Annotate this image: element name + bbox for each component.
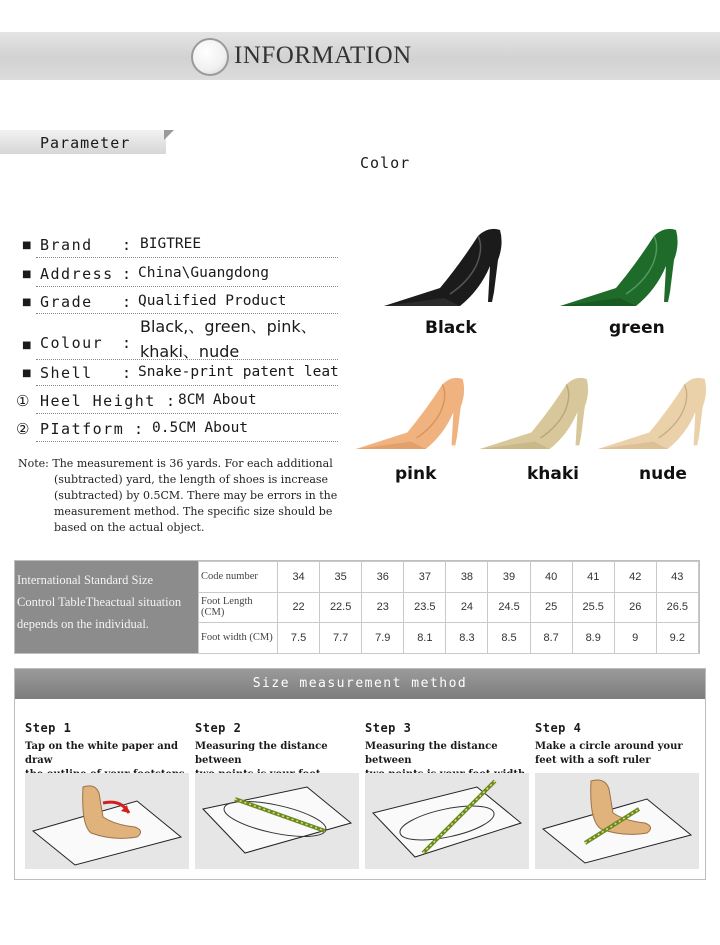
step-title: Step 4	[535, 721, 582, 735]
length-cell: 25.5	[572, 592, 614, 623]
code-cell: 37	[404, 562, 446, 593]
green-pump-image	[556, 222, 684, 314]
table-row	[199, 592, 699, 623]
shoe-label-nude: nude	[639, 464, 687, 484]
size-table-caption	[15, 561, 198, 653]
shoe-label-pink: pink	[395, 464, 437, 484]
method-title: Size measurement method	[252, 676, 468, 691]
shoe-label-black: Black	[425, 318, 477, 338]
param-value-line2: khaki、nude	[140, 342, 240, 361]
circle-emblem-icon	[191, 38, 229, 76]
length-cell: 26.5	[656, 592, 698, 623]
width-cell: 8.5	[488, 623, 530, 654]
param-colon: :	[122, 364, 132, 382]
length-cell: 24.5	[488, 592, 530, 623]
code-cell: 34	[278, 562, 320, 593]
circled-one-marker: ①	[16, 392, 30, 410]
note-line: measurement method. The specific size should be	[54, 505, 333, 518]
row-header: Code number	[199, 562, 278, 593]
size-note	[18, 456, 358, 536]
step-desc-line: Measuring the distance between	[365, 741, 498, 766]
param-colon: :	[122, 334, 132, 352]
caption-line: International Standard Size	[17, 573, 154, 587]
code-cell: 35	[320, 562, 362, 593]
length-cell: 22.5	[320, 592, 362, 623]
row-header: Foot Length (CM)	[199, 592, 278, 623]
param-colon: :	[122, 236, 132, 254]
length-cell: 23.5	[404, 592, 446, 623]
step-desc-line: Tap on the white paper and draw	[25, 741, 179, 766]
circled-two-marker: ②	[16, 420, 30, 438]
param-row-colour	[22, 314, 342, 361]
code-cell: 40	[530, 562, 572, 593]
step-4-illustration	[535, 773, 699, 869]
step-title: Step 3	[365, 721, 412, 735]
width-cell: 8.3	[446, 623, 488, 654]
param-key: Brand	[40, 236, 93, 254]
step-desc-line: feet with a soft ruler	[535, 755, 651, 766]
black-pump-image	[380, 222, 508, 314]
tab-corner-decoration	[164, 130, 174, 140]
width-cell: 8.7	[530, 623, 572, 654]
step-1-illustration	[25, 773, 189, 869]
khaki-pump-image	[476, 368, 594, 460]
note-line: (subtracted) yard, the length of shoes is increase	[54, 473, 329, 486]
pink-pump-image	[352, 368, 470, 460]
note-prefix: Note:	[18, 457, 49, 470]
code-cell: 38	[446, 562, 488, 593]
param-value: 0.5CM About	[152, 420, 249, 436]
param-key: PIatform	[40, 420, 125, 438]
param-key: Address	[40, 265, 114, 283]
param-value: Snake-print patent leat	[138, 364, 339, 380]
dotted-divider	[36, 385, 338, 386]
step-3	[365, 721, 531, 770]
length-cell: 26	[614, 592, 656, 623]
code-cell: 36	[362, 562, 404, 593]
param-value: Qualified Product	[138, 293, 287, 309]
step-1	[25, 721, 191, 770]
param-colon: :	[122, 265, 132, 283]
nude-pump-image	[594, 368, 712, 460]
width-cell: 8.9	[572, 623, 614, 654]
param-value-line1: Black,、green、pink、	[140, 317, 317, 336]
square-bullet-icon: ■	[22, 269, 32, 280]
step-desc-line: Make a circle around your	[535, 741, 683, 752]
step-desc-line: Measuring the distance between	[195, 741, 328, 766]
step-description	[195, 740, 361, 770]
length-cell: 23	[362, 592, 404, 623]
note-line: (subtracted) by 0.5CM. There may be errors in the	[54, 489, 338, 502]
step-title: Step 2	[195, 721, 242, 735]
step-description	[365, 740, 531, 770]
length-cell: 25	[530, 592, 572, 623]
step-4	[535, 721, 701, 770]
param-value: 8CM About	[178, 392, 257, 408]
dotted-divider	[36, 441, 338, 442]
width-cell: 7.5	[278, 623, 320, 654]
row-header: Foot width (CM)	[199, 623, 278, 654]
length-cell: 24	[446, 592, 488, 623]
length-cell: 22	[278, 592, 320, 623]
dotted-divider	[36, 257, 338, 258]
page-title: INFORMATION	[234, 42, 412, 69]
step-description	[25, 740, 191, 770]
dotted-divider	[36, 413, 338, 414]
size-table	[14, 560, 700, 654]
param-value: China\Guangdong	[138, 265, 269, 281]
dotted-divider	[36, 286, 338, 287]
shoe-label-khaki: khaki	[527, 464, 580, 484]
square-bullet-icon: ■	[22, 368, 32, 379]
step-2-illustration	[195, 773, 359, 869]
param-colon: :	[122, 293, 132, 311]
code-cell: 43	[656, 562, 698, 593]
square-bullet-icon: ■	[22, 297, 32, 308]
width-cell: 7.7	[320, 623, 362, 654]
note-line: based on the actual object.	[54, 521, 205, 534]
square-bullet-icon: ■	[22, 340, 32, 351]
param-key: Shell	[40, 364, 93, 382]
param-colon: :	[166, 392, 176, 410]
step-title: Step 1	[25, 721, 72, 735]
param-key: Colour	[40, 334, 104, 352]
width-cell: 8.1	[404, 623, 446, 654]
caption-line: Control TableTheactual situation	[17, 595, 182, 609]
code-cell: 42	[614, 562, 656, 593]
param-key: Grade	[40, 293, 93, 311]
dotted-divider	[36, 359, 338, 360]
code-cell: 41	[572, 562, 614, 593]
step-2	[195, 721, 361, 770]
size-grid	[198, 561, 699, 654]
param-key: Heel Height	[40, 392, 156, 410]
shoe-label-green: green	[609, 318, 665, 338]
width-cell: 9	[614, 623, 656, 654]
parameter-tab-label: Parameter	[40, 134, 131, 152]
square-bullet-icon: ■	[22, 240, 32, 251]
note-line: The measurement is 36 yards. For each additional	[52, 457, 333, 470]
measurement-method-panel	[14, 668, 706, 880]
width-cell: 7.9	[362, 623, 404, 654]
code-cell: 39	[488, 562, 530, 593]
table-row	[199, 562, 699, 593]
caption-line: depends on the individual.	[17, 617, 149, 631]
step-3-illustration	[365, 773, 529, 869]
width-cell: 9.2	[656, 623, 698, 654]
table-row	[199, 623, 699, 654]
color-heading: Color	[360, 154, 411, 172]
param-value: BIGTREE	[140, 236, 202, 252]
step-description	[535, 740, 701, 770]
param-colon: :	[134, 420, 144, 438]
